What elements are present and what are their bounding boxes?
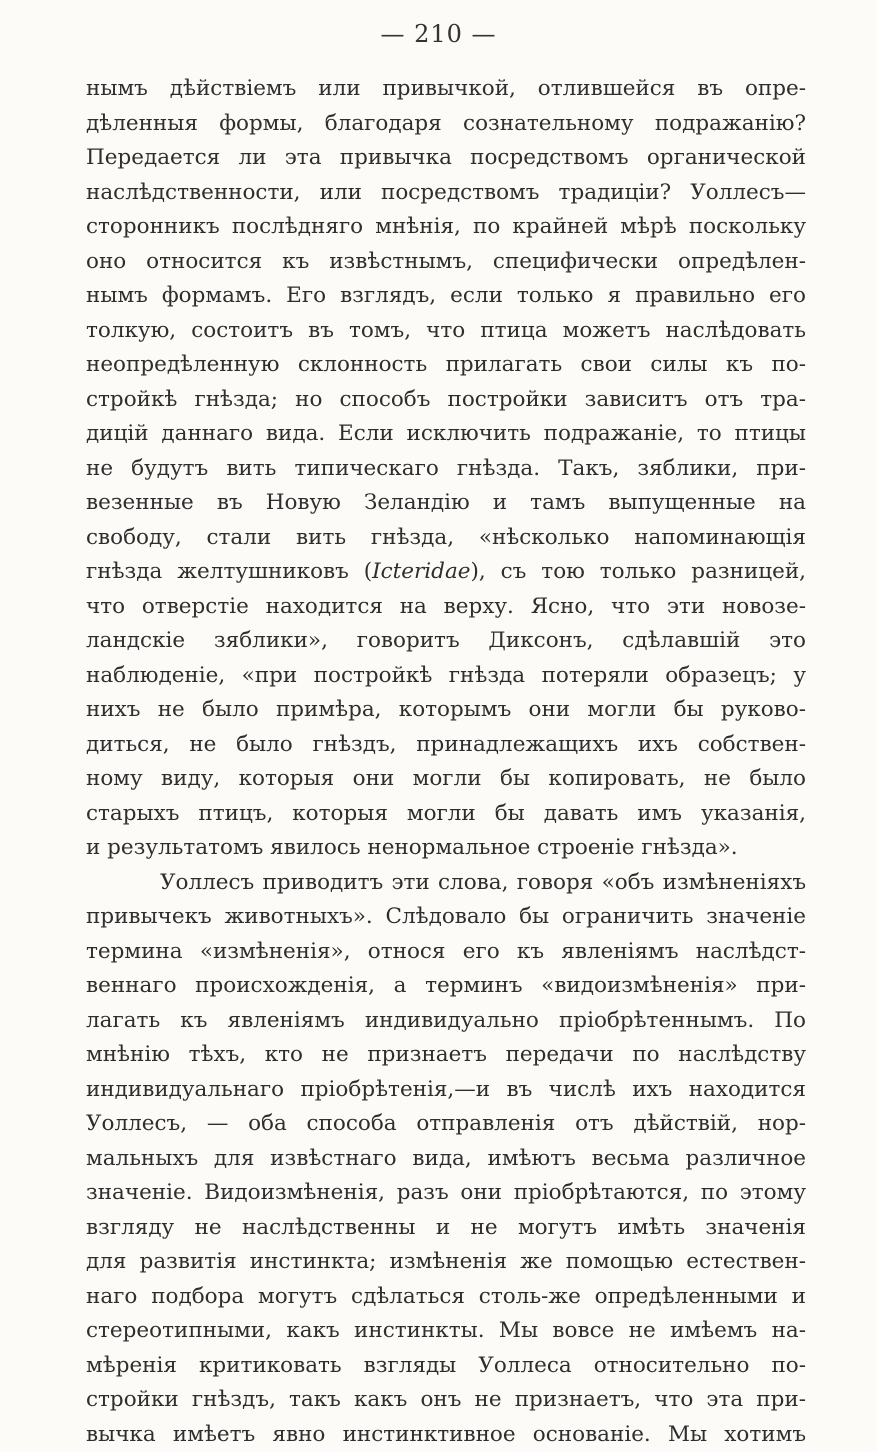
text-line: сторонникъ послѣдняго мнѣнія, по крайней мѣрѣ поскольку bbox=[86, 210, 806, 245]
text-line: термина «измѣненія», относя его къ явленіямъ наслѣдст- bbox=[86, 935, 806, 970]
text-line: ному виду, которыя они могли бы копировать, не было bbox=[86, 762, 806, 797]
text-line: диться, не было гнѣздъ, принадлежащихъ ихъ собствен- bbox=[86, 728, 806, 763]
text-line: оно относится къ извѣстнымъ, специфически опредѣлен- bbox=[86, 245, 806, 280]
text-line: мнѣнію тѣхъ, кто не признаетъ передачи по наслѣдству bbox=[86, 1038, 806, 1073]
text-line: Передается ли эта привычка посредствомъ органической bbox=[86, 141, 806, 176]
page-number: — 210 — bbox=[0, 14, 877, 54]
text-line: нихъ не было примѣра, которымъ они могли бы руково- bbox=[86, 693, 806, 728]
text-line: старыхъ птицъ, которыя могли бы давать имъ указанія, bbox=[86, 797, 806, 832]
text-line: наго подбора могутъ сдѣлаться столь-же опредѣленными и bbox=[86, 1280, 806, 1315]
text-line: дицій даннаго вида. Если исключить подражаніе, то птицы bbox=[86, 417, 806, 452]
text-line: взгляду не наслѣдственны и не могутъ имѣть значенія bbox=[86, 1211, 806, 1246]
text-line: мѣренія критиковать взгляды Уоллеса относительно по- bbox=[86, 1349, 806, 1384]
text-line: везенные въ Новую Зеландію и тамъ выпущенные на bbox=[86, 486, 806, 521]
text-segment: гнѣзда желтушниковъ ( bbox=[86, 559, 372, 584]
text-line: толкую, состоитъ въ томъ, что птица можетъ наслѣдовать bbox=[86, 314, 806, 349]
text-line: наслѣдственности, или посредствомъ традиціи? Уоллесъ— bbox=[86, 176, 806, 211]
text-line: стройкѣ гнѣзда; но способъ постройки зависитъ отъ тра- bbox=[86, 383, 806, 418]
text-line: стереотипными, какъ инстинкты. Мы вовсе не имѣемъ на- bbox=[86, 1314, 806, 1349]
text-line: Уоллесъ, — оба способа отправленія отъ дѣйствій, нор- bbox=[86, 1107, 806, 1142]
text-line: нымъ дѣйствіемъ или привычкой, отлившейся въ опре- bbox=[86, 72, 806, 107]
text-segment: ), съ тою только разницей, bbox=[470, 559, 806, 584]
text-line: не будутъ вить типическаго гнѣзда. Такъ, зяблики, при- bbox=[86, 452, 806, 487]
text-line: мальныхъ для извѣстнаго вида, имѣютъ весьма различное bbox=[86, 1142, 806, 1177]
text-line: веннаго происхожденія, а терминъ «видоизмѣненія» при- bbox=[86, 969, 806, 1004]
italic-term: Icteridae bbox=[372, 559, 470, 584]
text-line: значеніе. Видоизмѣненія, разъ они пріобрѣтаются, по этому bbox=[86, 1176, 806, 1211]
text-line: ландскіе зяблики», говоритъ Диксонъ, сдѣлавшій это bbox=[86, 624, 806, 659]
text-line: Уоллесъ приводитъ эти слова, говоря «объ измѣненіяхъ bbox=[86, 866, 806, 901]
text-line: свободу, стали вить гнѣзда, «нѣсколько напоминающія bbox=[86, 521, 806, 556]
text-line: лагать къ явленіямъ индивидуально пріобрѣтеннымъ. По bbox=[86, 1004, 806, 1039]
text-line: вычка имѣетъ явно инстинктивное основаніе. Мы хотимъ bbox=[86, 1418, 806, 1452]
text-line: стройки гнѣздъ, такъ какъ онъ не признаетъ, что эта при- bbox=[86, 1383, 806, 1418]
text-line: наблюденіе, «при постройкѣ гнѣзда потеряли образецъ; у bbox=[86, 659, 806, 694]
text-line: привычекъ животныхъ». Слѣдовало бы ограничить значеніе bbox=[86, 900, 806, 935]
text-line: неопредѣленную склонность прилагать свои силы къ по- bbox=[86, 348, 806, 383]
body-text bbox=[86, 72, 806, 1452]
text-line: дѣленныя формы, благодаря сознательному подражанію? bbox=[86, 107, 806, 142]
text-line: индивидуальнаго пріобрѣтенія,—и въ числѣ ихъ находится bbox=[86, 1073, 806, 1108]
text-line: что отверстіе находится на верху. Ясно, что эти новозе- bbox=[86, 590, 806, 625]
text-line bbox=[86, 555, 806, 590]
text-line: для развитія инстинкта; измѣненія же помощью естествен- bbox=[86, 1245, 806, 1280]
text-line: и результатомъ явилось ненормальное строеніе гнѣзда». bbox=[86, 831, 806, 866]
text-line: нымъ формамъ. Его взглядъ, если только я правильно его bbox=[86, 279, 806, 314]
